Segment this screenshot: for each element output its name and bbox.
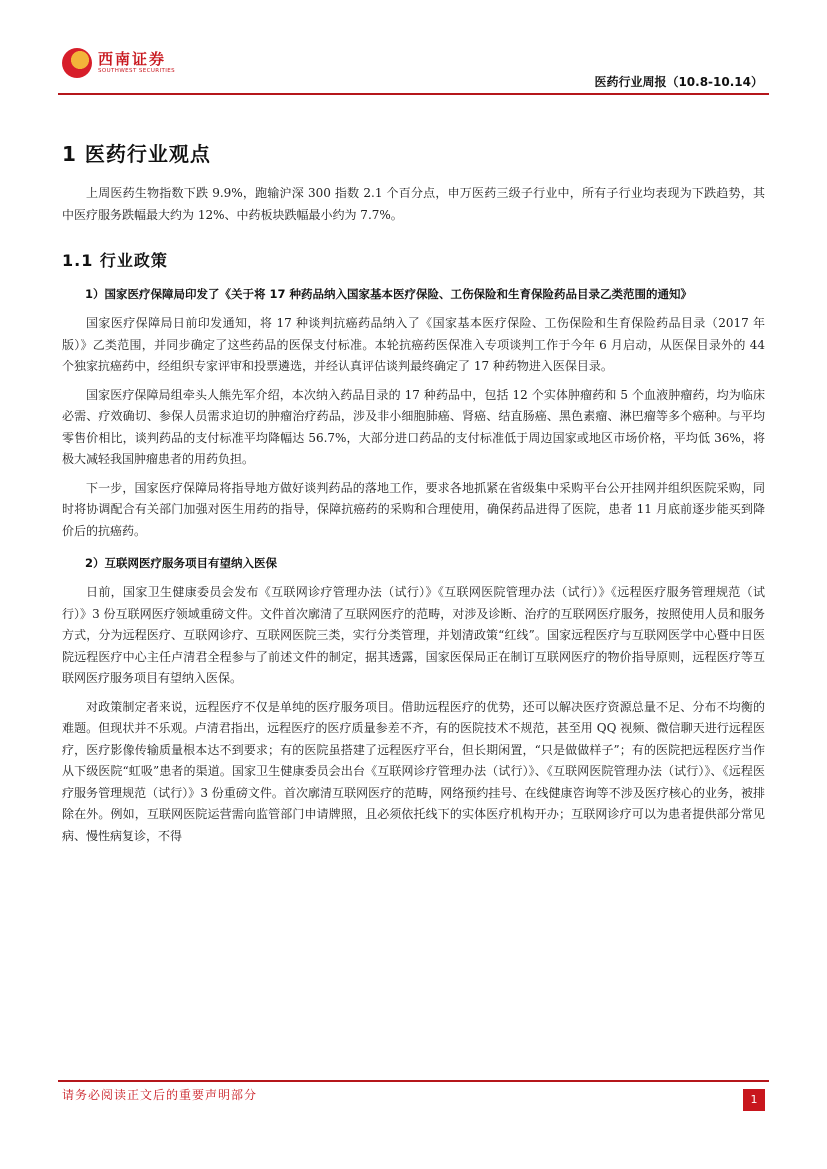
report-body: [62, 138, 765, 854]
logo-name-en: SOUTHWEST SECURITIES: [98, 68, 176, 74]
body-paragraph: 国家医疗保障局日前印发通知，将 17 种谈判抗癌药品纳入了《国家基本医疗保险、工伤保险和生育保险药品目录（2017 年版）》乙类范围，并同步确定了这些药品的医保支付标准。本轮抗癌药医保准入专项谈判工作于今年 6 月启动，从医保目录外的 44 个独家抗癌药中，经组织专家评审和投票遴选，并经认真评估谈判最终确定了 17 种药物进入医保目录。: [62, 316, 765, 373]
policy-item-title-2: 2）互联网医疗服务项目有望纳入医保: [85, 556, 277, 570]
company-logo: [62, 48, 175, 78]
section-intro-paragraph: 上周医药生物指数下跌 9.9%，跑输沪深 300 指数 2.1 个百分点，申万医药三级子行业中，所有子行业均表现为下跌趋势，其中医疗服务跌幅最大约为 12%、中药板块跌幅最小约为 7.7%。: [62, 186, 765, 222]
logo-emblem-icon: [62, 48, 92, 78]
policy-item-title-1: 1）国家医疗保障局印发了《关于将 17 种药品纳入国家基本医疗保险、工伤保险和生育保险药品目录乙类范围的通知》: [85, 287, 693, 301]
logo-text: [98, 51, 175, 75]
body-paragraph: 日前，国家卫生健康委员会发布《互联网诊疗管理办法（试行）》《互联网医院管理办法（试行）》《远程医疗服务管理规范（试行）》3 份互联网医疗领域重磅文件。文件首次廓清了互联网医疗的范畴，对涉及诊断、治疗的互联网医疗服务，按照使用人员和服务方式，分为远程医疗、互联网诊疗、互联网医院三类，实行分类管理，并划清政策“红线”。国家远程医疗与互联网医学中心暨中日医院远程医疗中心主任卢清君全程参与了前述文件的制定，据其透露，国家医保局正在制订互联网医疗的物价指导原则，远程医疗等互联网医疗服务项目有望纳入医保。: [62, 585, 765, 685]
report-title: 医药行业周报（10.8-10.14）: [594, 75, 763, 89]
page-number: 1: [743, 1089, 765, 1111]
header-divider: [58, 93, 769, 95]
body-paragraph: 下一步，国家医疗保障局将指导地方做好谈判药品的落地工作，要求各地抓紧在省级集中采购平台公开挂网并组织医院采购，同时将协调配合有关部门加强对医生用药的指导，保障抗癌药的采购和合理使用，确保药品进得了医院，患者 11 月底前逐步能买到降价后的抗癌药。: [62, 480, 765, 538]
body-paragraph: 对政策制定者来说，远程医疗不仅是单纯的医疗服务项目。借助远程医疗的优势，还可以解决医疗资源总量不足、分布不均衡的难题。但现状并不乐观。卢清君指出，远程医疗的医疗质量参差不齐，有的医院技术不规范，甚至用 QQ 视频、微信聊天进行远程医疗，医疗影像传输质量根本达不到要求；有的医院虽搭建了远程医疗平台，但长期闲置，“只是做做样子”；有的医院把远程医疗当作从下级医院“虹吸”患者的渠道。国家卫生健康委员会出台《互联网诊疗管理办法（试行）》、《互联网医院管理办法（试行）》、《远程医疗服务管理规范（试行）》3 份重磅文件。首次廓清互联网医疗的范畴，网络预约挂号、在线健康咨询等不涉及医疗核心的业务，被排除在外。例如，互联网医院运营需向监管部门申请牌照，且必须依托线下的实体医疗机构开办；互联网诊疗可以为患者提供部分常见病、慢性病复诊，不得: [62, 699, 765, 843]
footer-divider: [58, 1080, 769, 1082]
disclaimer-note: 请务必阅读正文后的重要声明部分: [62, 1088, 258, 1102]
subsection-heading-1-1: 1.1 行业政策: [62, 251, 168, 270]
body-paragraph: 国家医疗保障局组牵头人熊先军介绍，本次纳入药品目录的 17 种药品中，包括 12 个实体肿瘤药和 5 个血液肿瘤药，均为临床必需、疗效确切、参保人员需求迫切的肿瘤治疗药品，涉及非小细胞肺癌、肾癌、结直肠癌、黑色素瘤、淋巴瘤等多个癌种。与平均零售价相比，谈判药品的支付标准平均降幅达 56.7%，大部分进口药品的支付标准低于周边国家或地区市场价格，平均低 36%，将极大减轻我国肿瘤患者的用药负担。: [62, 387, 765, 466]
section-heading-1: 1 医药行业观点: [62, 142, 211, 166]
logo-name-cn: 西南证券: [98, 50, 167, 68]
